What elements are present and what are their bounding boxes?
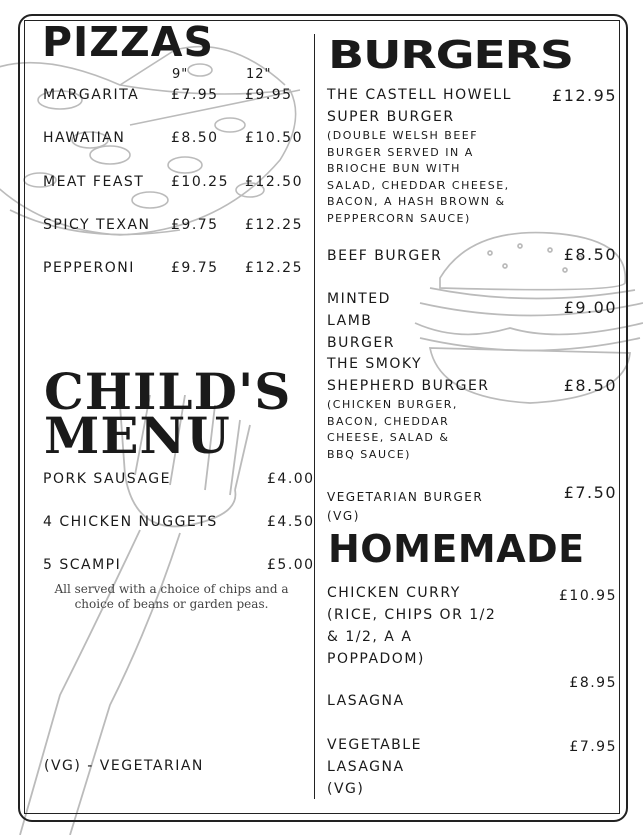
child-menu-item-price: £4.50	[267, 514, 315, 530]
child-menu-item-price: £5.00	[267, 557, 315, 573]
homemade-item-price: £7.95	[569, 739, 617, 755]
burger-description: (DOUBLE WELSH BEEF BURGER SERVED IN A BRIOCHE BUN WITH SALAD, CHEDDAR CHEESE, BACON, A HASH BROWN & PEPPERCORN SAUCE)	[327, 129, 510, 225]
burger-name: THE SMOKY SHEPHERD BURGER	[327, 356, 490, 394]
homemade-heading: HOMEMADE	[328, 527, 585, 571]
pizza-name: MARGARITA	[43, 87, 140, 103]
burger-price: £8.50	[563, 245, 617, 264]
burger-description: (VG)	[327, 509, 360, 523]
child-menu-item-name: 5 SCAMPI	[43, 557, 122, 573]
size-9-inch-label: 9"	[172, 67, 189, 82]
childs-menu-heading	[44, 362, 304, 465]
child-menu-note: All served with a choice of chips and a choice of beans or garden peas.	[54, 582, 289, 611]
homemade-item-name: LASAGNA	[327, 693, 405, 709]
burger-name: VEGETARIAN BURGER	[327, 490, 484, 504]
childs-menu-heading-line1: CHILD'S	[44, 362, 292, 421]
pizza-price-12: £12.50	[245, 174, 303, 190]
pizza-price-9: £7.95	[171, 87, 219, 103]
burger-name: THE CASTELL HOWELL SUPER BURGER	[327, 87, 512, 125]
pizza-price-12: £12.25	[245, 260, 303, 276]
burger-name: MINTED LAMB BURGER	[327, 291, 396, 351]
burger-description: (CHICKEN BURGER, BACON, CHEDDAR CHEESE, SALAD & BBQ SAUCE)	[327, 398, 458, 461]
pizza-name: SPICY TEXAN	[43, 217, 151, 233]
size-12-inch-label: 12"	[246, 67, 272, 82]
burgers-heading: BURGERS	[328, 33, 573, 77]
child-menu-item-name: PORK SAUSAGE	[43, 471, 171, 487]
vegetarian-legend: (VG) - VEGETARIAN	[44, 758, 204, 774]
childs-menu-heading-line2: MENU	[44, 406, 231, 465]
child-menu-item-price: £4.00	[267, 471, 315, 487]
homemade-item-price: £10.95	[559, 588, 617, 604]
pizza-price-12: £12.25	[245, 217, 303, 233]
burger-price: £7.50	[563, 483, 617, 502]
pizza-price-12: £9.95	[245, 87, 293, 103]
burger-price: £12.95	[552, 86, 617, 105]
homemade-item-name: VEGETABLE LASAGNA (VG)	[327, 737, 422, 797]
homemade-item-name: CHICKEN CURRY (RICE, CHIPS OR 1/2 & 1/2, A A POPPADOM)	[327, 585, 497, 667]
pizza-name: PEPPERONI	[43, 260, 135, 276]
homemade-item-price: £8.95	[569, 675, 617, 691]
pizza-price-9: £9.75	[171, 217, 219, 233]
burger-name: BEEF BURGER	[327, 248, 443, 264]
pizza-price-12: £10.50	[245, 130, 303, 146]
pizza-name: HAWAIIAN	[43, 130, 126, 146]
pizza-price-9: £8.50	[171, 130, 219, 146]
column-divider	[314, 34, 315, 799]
pizza-name: MEAT FEAST	[43, 174, 145, 190]
pizza-price-9: £9.75	[171, 260, 219, 276]
pizza-price-9: £10.25	[171, 174, 229, 190]
burger-price: £8.50	[563, 376, 617, 395]
pizzas-heading: PIZZAS	[42, 18, 215, 66]
child-menu-item-name: 4 CHICKEN NUGGETS	[43, 514, 218, 530]
burger-price: £9.00	[563, 298, 617, 317]
